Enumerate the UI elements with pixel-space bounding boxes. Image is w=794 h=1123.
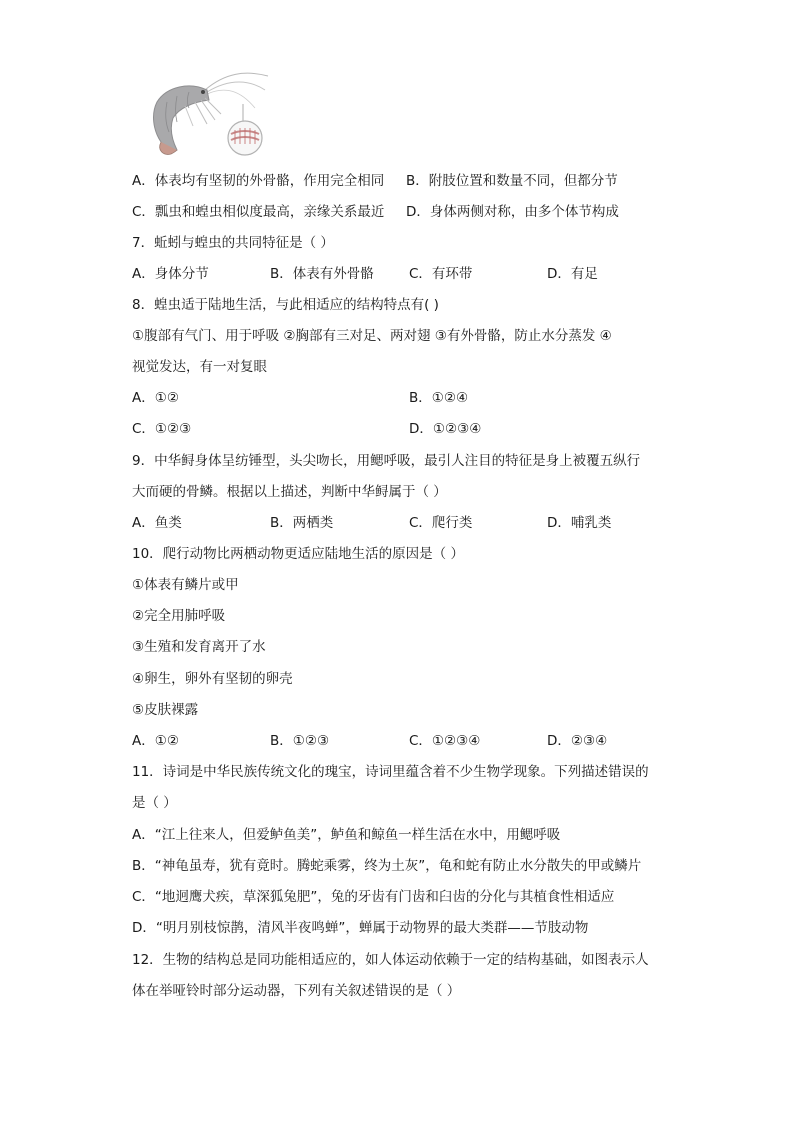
q10-option-b[interactable]: B．①②③ [270, 733, 330, 749]
q7-stem: 7．蚯蚓与蝗虫的共同特征是（ ） [132, 235, 334, 251]
q9-option-c[interactable]: C．爬行类 [409, 515, 473, 531]
q10-item-1: ①体表有鳞片或甲 [132, 577, 239, 593]
q8-option-a[interactable]: A．①② [132, 390, 179, 406]
q6-option-c[interactable]: C．瓢虫和蝗虫相似度最高，亲缘关系最近 [132, 204, 385, 220]
q8-stem: 8．蝗虫适于陆地生活，与此相适应的结构特点有( ) [132, 297, 439, 313]
q10-item-5: ⑤皮肤裸露 [132, 702, 199, 718]
q10-item-3: ③生殖和发育离开了水 [132, 639, 266, 655]
q8-option-b[interactable]: B．①②④ [409, 390, 469, 406]
q11-option-a[interactable]: A．“江上往来人，但爱鲈鱼美”，鲈鱼和鲸鱼一样生活在水中，用鳃呼吸 [132, 827, 561, 843]
q7-option-a[interactable]: A．身体分节 [132, 266, 209, 282]
q6-option-d[interactable]: D．身体两侧对称，由多个体节构成 [406, 204, 619, 220]
q11-stem-line-1: 11．诗词是中华民族传统文化的瑰宝，诗词里蕴含着不少生物学现象。下列描述错误的 [132, 764, 649, 780]
q9-option-a[interactable]: A．鱼类 [132, 515, 182, 531]
q9-option-b[interactable]: B．两栖类 [270, 515, 334, 531]
q11-stem-line-2: 是（ ） [132, 795, 177, 811]
shrimp-illustration [145, 68, 270, 160]
q7-option-c[interactable]: C．有环带 [409, 266, 473, 282]
q6-option-b[interactable]: B．附肢位置和数量不同，但都分节 [406, 173, 618, 189]
q11-option-b[interactable]: B．“神龟虽寿，犹有竟时。腾蛇乘雾，终为土灰”，龟和蛇有防止水分散失的甲或鳞片 [132, 858, 642, 874]
q10-item-4: ④卵生，卵外有坚韧的卵壳 [132, 671, 293, 687]
q10-option-a[interactable]: A．①② [132, 733, 179, 749]
q8-option-d[interactable]: D．①②③④ [409, 421, 482, 437]
q10-item-2: ②完全用肺呼吸 [132, 608, 226, 624]
q7-option-d[interactable]: D．有足 [547, 266, 598, 282]
q8-items-line-2: 视觉发达，有一对复眼 [132, 359, 267, 375]
q10-stem: 10．爬行动物比两栖动物更适应陆地生活的原因是（ ） [132, 546, 464, 562]
q8-option-c[interactable]: C．①②③ [132, 421, 192, 437]
q7-option-b[interactable]: B．体表有外骨骼 [270, 266, 374, 282]
q12-stem-line-1: 12．生物的结构总是同功能相适应的，如人体运动依赖于一定的结构基础，如图表示人 [132, 952, 649, 968]
q6-option-a[interactable]: A．体表均有坚韧的外骨骼，作用完全相同 [132, 173, 385, 189]
q9-option-d[interactable]: D．哺乳类 [547, 515, 612, 531]
q10-option-c[interactable]: C．①②③④ [409, 733, 481, 749]
q9-stem-line-1: 9．中华鲟身体呈纺锤型，头尖吻长，用鳃呼吸，最引人注目的特征是身上被覆五纵行 [132, 453, 641, 469]
q12-stem-line-2: 体在举哑铃时部分运动器，下列有关叙述错误的是（ ） [132, 983, 461, 999]
q11-option-c[interactable]: C．“地迥鹰犬疾，草深狐兔肥”，兔的牙齿有门齿和臼齿的分化与其植食性相适应 [132, 889, 615, 905]
q9-stem-line-2: 大而硬的骨鳞。根据以上描述，判断中华鲟属于（ ） [132, 484, 447, 500]
q11-option-d[interactable]: D．“明月别枝惊鹊，清风半夜鸣蝉”，蝉属于动物界的最大类群——节肢动物 [132, 920, 589, 936]
q10-option-d[interactable]: D．②③④ [547, 733, 608, 749]
q8-items-line-1: ①腹部有气门、用于呼吸 ②胸部有三对足、两对翅 ③有外骨骼，防止水分蒸发 ④ [132, 328, 612, 344]
